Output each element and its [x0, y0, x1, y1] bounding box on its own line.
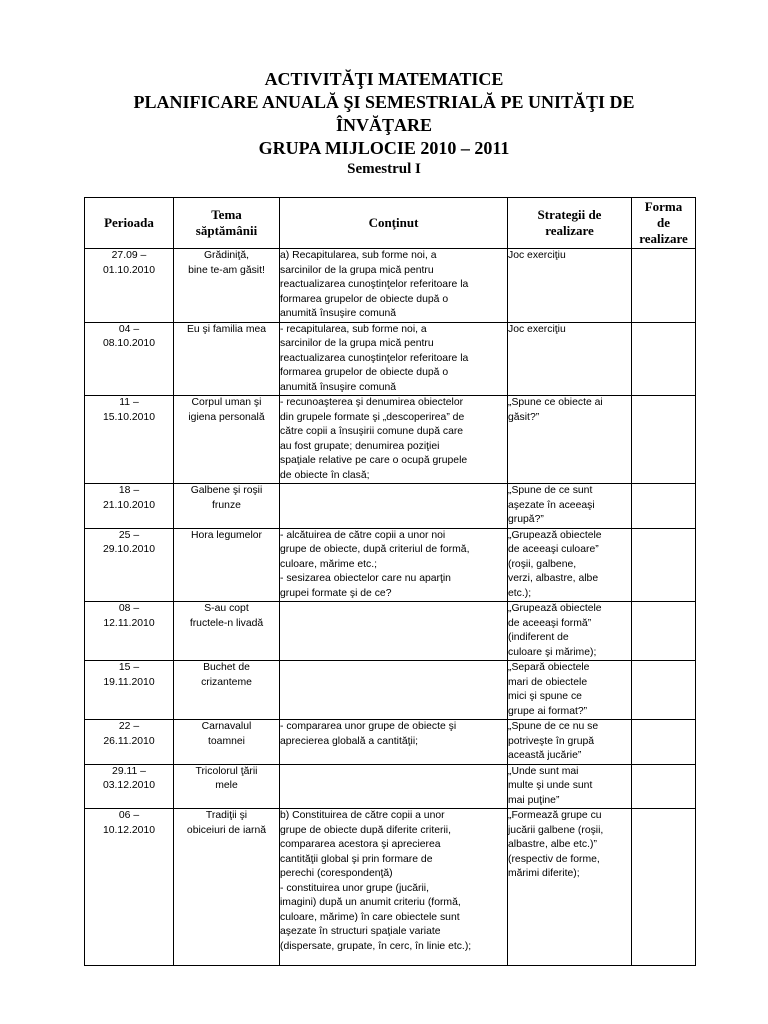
- cell-tema: Tricolorul ţării mele: [174, 764, 280, 809]
- cell-tema: Buchet de crizanteme: [174, 661, 280, 720]
- header-group-year: GRUPA MIJLOCIE 2010 – 2011: [258, 138, 510, 158]
- cell-forma: [632, 249, 696, 323]
- cell-tema: Hora legumelor: [174, 528, 280, 602]
- table-row: [85, 322, 696, 396]
- document-header: [0, 68, 768, 160]
- cell-tema: Corpul uman şi igiena personală: [174, 396, 280, 484]
- table-row: [85, 484, 696, 529]
- cell-perioada: 29.11 – 03.12.2010: [85, 764, 174, 809]
- cell-continut: - recunoaşterea şi denumirea obiectelor din grupele formate şi „descoperirea” de către copii a însuşirii comune după care au fost grupate; denumirea poziţiei spaţiale relative pe care o ocupă grupele de obiecte în clasă;: [280, 396, 508, 484]
- cell-strategii: „Grupează obiectele de aceeaşi culoare” (roşii, galbene, verzi, albastre, albe etc.);: [508, 528, 632, 602]
- semester-label: Semestrul I: [347, 161, 421, 177]
- cell-tema: Carnavalul toamnei: [174, 720, 280, 765]
- table-row: [85, 602, 696, 661]
- cell-strategii: Joc exerciţiu: [508, 249, 632, 323]
- cell-strategii: „Spune de ce nu se potriveşte în grupă această jucărie”: [508, 720, 632, 765]
- cell-strategii: „Spune de ce sunt aşezate în aceeaşi grupă?”: [508, 484, 632, 529]
- cell-perioada: 22 – 26.11.2010: [85, 720, 174, 765]
- cell-forma: [632, 484, 696, 529]
- table-header-row: [85, 198, 696, 249]
- cell-continut: [280, 602, 508, 661]
- cell-continut: a) Recapitularea, sub forme noi, a sarcinilor de la grupa mică pentru reactualizarea cunoştinţelor referitoare la formarea grupelor de obiecte după o anumită însuşire comună: [280, 249, 508, 323]
- cell-strategii: „Separă obiectele mari de obiectele mici şi spune ce grupe ai format?”: [508, 661, 632, 720]
- cell-perioada: 06 – 10.12.2010: [85, 809, 174, 966]
- cell-strategii: „Formează grupe cu jucării galbene (roşii, albastre, albe etc.)” (respectiv de forme, mărimi diferite);: [508, 809, 632, 966]
- planning-table: [84, 197, 696, 966]
- cell-forma: [632, 602, 696, 661]
- cell-forma: [632, 764, 696, 809]
- cell-tema: S-au copt fructele-n livadă: [174, 602, 280, 661]
- cell-perioada: 04 – 08.10.2010: [85, 322, 174, 396]
- cell-forma: [632, 661, 696, 720]
- table-row: [85, 661, 696, 720]
- cell-forma: [632, 396, 696, 484]
- cell-continut: [280, 661, 508, 720]
- cell-perioada: 18 – 21.10.2010: [85, 484, 174, 529]
- cell-forma: [632, 809, 696, 966]
- table-row: [85, 396, 696, 484]
- cell-continut: - recapitularea, sub forme noi, a sarcinilor de la grupa mică pentru reactualizarea cunoştinţelor referitoare la formarea grupelor de obiecte după o anumită însuşire comună: [280, 322, 508, 396]
- cell-strategii: Joc exerciţiu: [508, 322, 632, 396]
- table-row: [85, 249, 696, 323]
- cell-perioada: 11 – 15.10.2010: [85, 396, 174, 484]
- cell-continut: - compararea unor grupe de obiecte şi aprecierea globală a cantităţii;: [280, 720, 508, 765]
- cell-perioada: 25 – 29.10.2010: [85, 528, 174, 602]
- cell-perioada: 27.09 – 01.10.2010: [85, 249, 174, 323]
- header-subtitle-line1: PLANIFICARE ANUALĂ ŞI SEMESTRIALĂ PE UNITĂŢI DE: [133, 92, 635, 112]
- cell-continut: b) Constituirea de către copii a unor grupe de obiecte după diferite criterii, compararea acestora şi aprecierea cantităţii global şi prin formare de perechi (corespondenţă) - constituirea unor grupe (jucării, imagini) după un anumit criteriu (formă, culoare, mărime) în care obiectele sunt aşezate în structuri spaţiale variate (dispersate, grupate, în cerc, în linie etc.);: [280, 809, 508, 966]
- cell-tema: Galbene şi roşii frunze: [174, 484, 280, 529]
- cell-strategii: „Spune ce obiecte ai găsit?”: [508, 396, 632, 484]
- cell-continut: [280, 764, 508, 809]
- cell-continut: - alcătuirea de către copii a unor noi grupe de obiecte, după criteriul de formă, culoare, mărime etc.; - sesizarea obiectelor care nu aparţin grupei formate şi de ce?: [280, 528, 508, 602]
- table-row: [85, 720, 696, 765]
- header-subtitle-line2: ÎNVĂŢARE: [335, 115, 432, 135]
- cell-strategii: „Grupează obiectele de aceeaşi formă” (indiferent de culoare şi mărime);: [508, 602, 632, 661]
- header-forma: Forma de realizare: [632, 198, 696, 249]
- cell-tema: Grădiniţă, bine te-am găsit!: [174, 249, 280, 323]
- table-row: [85, 528, 696, 602]
- cell-tema: Tradiţii şi obiceiuri de iarnă: [174, 809, 280, 966]
- cell-strategii: „Unde sunt mai multe şi unde sunt mai puţine”: [508, 764, 632, 809]
- cell-perioada: 08 – 12.11.2010: [85, 602, 174, 661]
- cell-forma: [632, 720, 696, 765]
- cell-perioada: 15 – 19.11.2010: [85, 661, 174, 720]
- cell-forma: [632, 322, 696, 396]
- header-tema: Tema săptămânii: [174, 198, 280, 249]
- cell-forma: [632, 528, 696, 602]
- table-row: [85, 764, 696, 809]
- header-title: ACTIVITĂŢI MATEMATICE: [264, 69, 504, 89]
- cell-tema: Eu şi familia mea: [174, 322, 280, 396]
- table-row: [85, 809, 696, 966]
- header-continut: Conţinut: [280, 198, 508, 249]
- header-strategii: Strategii de realizare: [508, 198, 632, 249]
- header-perioada: Perioada: [85, 198, 174, 249]
- cell-continut: [280, 484, 508, 529]
